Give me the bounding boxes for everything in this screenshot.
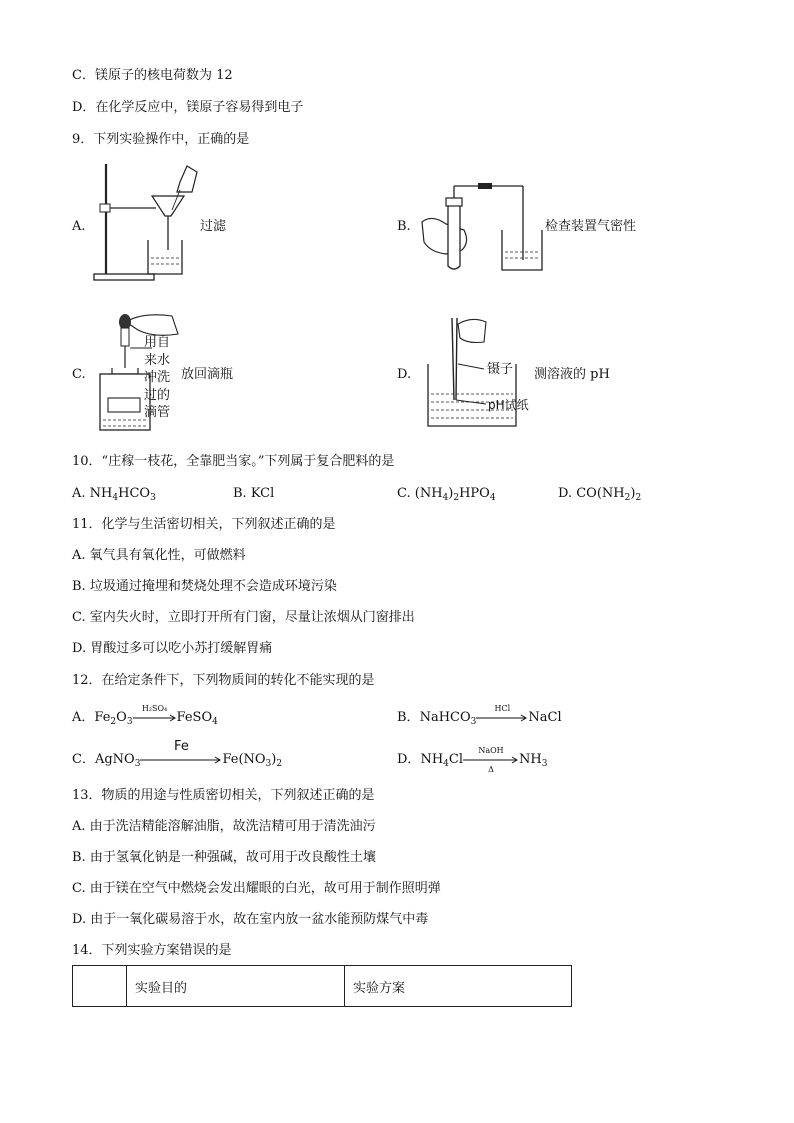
q11-option-d: D. 胃酸过多可以吃小苏打缓解胃痛 xyxy=(72,641,273,656)
q12-stem: 12．在给定条件下，下列物质间的转化不能实现的是 xyxy=(72,673,375,688)
q13-stem: 13．物质的用途与性质密切相关，下列叙述正确的是 xyxy=(72,788,375,803)
table-row xyxy=(73,966,572,1007)
q13-option-b: B. 由于氢氧化钠是一种强碱，故可用于改良酸性土壤 xyxy=(72,850,376,865)
filtration-figure xyxy=(92,160,202,282)
q9-d-label: 测溶液的 pH xyxy=(534,367,610,382)
table-cell-index xyxy=(73,966,127,1007)
q11-option-a: A. 氧气具有氧化性，可做燃料 xyxy=(72,548,246,563)
q9-a-label: 过滤 xyxy=(200,219,227,234)
q9-a-letter: A. xyxy=(72,219,86,234)
q10-option-d: D. $CO(NH_2)_2$ xyxy=(558,486,642,503)
q10-stem: 10．“庄稼一枝花，全靠肥当家。”下列属于复合肥料的是 xyxy=(72,454,395,469)
tweezers-label: 镊子 xyxy=(487,362,514,377)
ph-test-figure xyxy=(424,314,534,432)
q12-option-b: B．NaHCO$_3$ HCl NaCl xyxy=(397,703,562,727)
dropper-note: 用自 来水 冲洗 过的 滴管 xyxy=(144,335,171,420)
q9-d-letter: D. xyxy=(397,367,412,382)
q11-option-b: B. 垃圾通过掩埋和焚烧处理不会造成环境污染 xyxy=(72,579,337,594)
reaction-arrow: NaOH Δ xyxy=(463,756,519,764)
table-header-plan: 实验方案 xyxy=(345,966,572,1007)
reaction-arrow: Fe xyxy=(140,756,222,764)
q8-option-d: D．在化学反应中，镁原子容易得到电子 xyxy=(72,100,304,115)
q9-stem: 9．下列实验操作中，正确的是 xyxy=(72,132,250,147)
ph-paper-label: pH试纸 xyxy=(488,398,529,412)
q9-c-label: 放回滴瓶 xyxy=(181,367,234,382)
q10-option-a: A. $NH_4HCO_3$ xyxy=(72,486,156,503)
q9-b-label: 检查装置气密性 xyxy=(545,219,637,234)
q9-b-letter: B. xyxy=(397,219,411,234)
reaction-arrow: H₂SO₄ xyxy=(133,714,177,722)
q13-option-a: A. 由于洗洁精能溶解油脂，故洗洁精可用于清洗油污 xyxy=(72,819,376,834)
q10-option-b: B. KCl xyxy=(233,486,275,501)
q12-option-d: D．$NH_4Cl$ NaOH Δ $NH_3$ xyxy=(397,745,548,774)
q11-stem: 11．化学与生活密切相关，下列叙述正确的是 xyxy=(72,517,336,532)
q11-option-c: C. 室内失火时，立即打开所有门窗，尽量让浓烟从门窗排出 xyxy=(72,610,415,625)
q10-option-c: C. $(NH_4)_2HPO_4$ xyxy=(397,486,496,503)
table-header-goal: 实验目的 xyxy=(127,966,345,1007)
q13-option-d: D. 由于一氧化碳易溶于水，故在室内放一盆水能预防煤气中毒 xyxy=(72,912,429,927)
q9-c-letter: C. xyxy=(72,367,86,382)
q14-stem: 14．下列实验方案错误的是 xyxy=(72,943,232,958)
q13-option-c: C. 由于镁在空气中燃烧会发出耀眼的白光，故可用于制作照明弹 xyxy=(72,881,441,896)
reaction-arrow: HCl xyxy=(476,714,528,722)
q12-option-a: A．$Fe_2O_3$ H₂SO₄ FeSO$_4$ xyxy=(72,703,218,727)
airtightness-figure xyxy=(418,180,544,272)
q8-option-c: C．镁原子的核电荷数为 12 xyxy=(72,68,233,83)
q14-table xyxy=(72,965,572,1007)
q12-option-c: C．AgNO$_3$ Fe $Fe(NO_3)_2$ xyxy=(72,738,283,769)
